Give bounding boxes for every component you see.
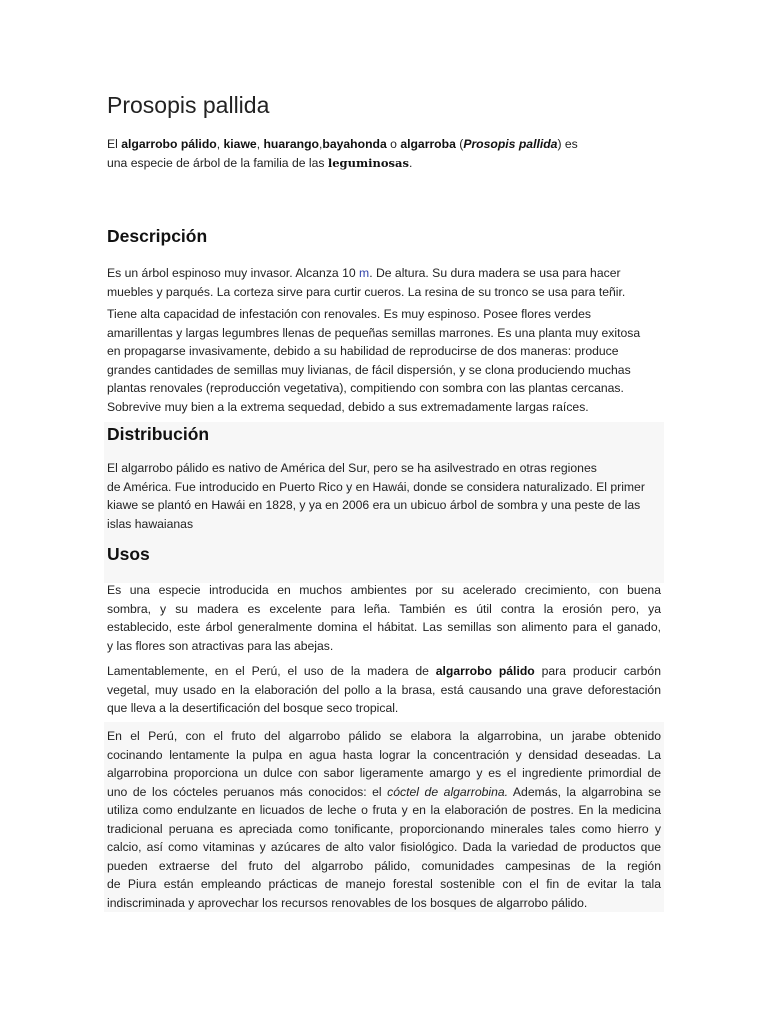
- distribucion-paragraph: [107, 459, 645, 533]
- text-line: [107, 264, 625, 283]
- text-line: y las flores son atractivas para las abejas.: [107, 638, 334, 653]
- text-line: que lleva a la desertificación del bosque seco tropical.: [107, 701, 399, 715]
- text-line: de América. Fue introducido en Puerto Rico y en Hawái, donde se considera naturalizado. El primer: [107, 479, 645, 494]
- scientific-name: Prosopis pallida: [463, 137, 558, 151]
- text-line: en propagarse invasivamente, debido a su habilidad de reproducirse de dos maneras: produce: [107, 344, 619, 358]
- text-run: una especie de árbol de la familia de las: [107, 156, 328, 170]
- text-line: grandes cantidades de semillas muy livianas, de fácil dispersión, y se clona produciendo muchas: [107, 362, 631, 377]
- bold-term: algarrobo pálido: [121, 137, 217, 151]
- text-line: [107, 783, 661, 802]
- text-line: indiscriminada y aprovechar los recursos renovables de los bosques de algarrobo pálido.: [107, 895, 588, 910]
- meter-link[interactable]: m: [359, 266, 370, 280]
- text-run: ,: [216, 137, 224, 151]
- bold-term: leguminosas: [327, 156, 409, 170]
- text-line: sombra, y su madera es excelente para leña. También es útil contra la erosión pero, ya: [107, 601, 661, 616]
- text-line: algarrobina proporciona un dulce con sabor ligeramente amargo y es el ingrediente primordial de: [107, 766, 661, 780]
- text-line: muebles y parqués. La corteza sirve para curtir cueros. La resina de su tronco se usa para teñir.: [107, 284, 626, 299]
- bold-term: kiawe: [223, 137, 257, 151]
- text-line: vegetal, muy usado en la elaboración del pollo a la brasa, está causando una grave deforestación: [107, 682, 661, 697]
- text-line: plantas renovales (reproducción vegetativa), compitiendo con sombra con las plantas cercanas.: [107, 381, 624, 395]
- text-line: amarillentas y largas legumbres llenas de pequeñas semillas marrones. Es una planta muy exitosa: [107, 325, 641, 340]
- intro-line: [107, 135, 647, 154]
- text-run: ) es: [557, 137, 578, 151]
- text-line: [107, 662, 661, 681]
- bold-term: huarango: [263, 137, 320, 151]
- bold-term: bayahonda: [322, 137, 387, 151]
- text-line: kiawe se plantó en Hawái en 1828, y ya en 2006 era un ubicuo árbol de sombra y una peste de las: [107, 498, 641, 512]
- text-run: (: [455, 137, 464, 151]
- heading-usos: Usos: [107, 544, 150, 564]
- usos-paragraph-1: [107, 581, 661, 655]
- bold-term: algarrobo pálido: [435, 664, 535, 678]
- text-run: para producir carbón: [534, 664, 661, 678]
- text-line: de Piura están empleando prácticas de manejo forestal sostenible con el fin de evitar la tala: [107, 877, 661, 891]
- text-run: Lamentablemente, en el Perú, el uso de la madera de: [107, 664, 436, 678]
- text-run: ,: [319, 137, 323, 151]
- text-line: establecido, este árbol generalmente domina el hábitat. Las semillas son alimento para el ganado,: [107, 620, 661, 634]
- text-line: islas hawaianas: [107, 516, 194, 531]
- intro-paragraph: [107, 135, 647, 173]
- descripcion-paragraph-1: [107, 264, 625, 301]
- text-line: Tiene alta capacidad de infestación con renovales. Es muy espinoso. Posee flores verdes: [107, 307, 591, 321]
- text-line: En el Perú, con el fruto del algarrobo pálido se elabora la algarrobina, un jarabe obtenido: [107, 729, 661, 743]
- intro-line: [107, 154, 647, 173]
- text-run: .: [408, 156, 413, 170]
- text-line: utiliza como endulzante en licuados de leche o fruta y en la elaboración de postres. En la medicina: [107, 803, 661, 817]
- text-run: Es un árbol espinoso muy invasor. Alcanza 10: [107, 266, 360, 280]
- text-run: o: [386, 137, 401, 151]
- text-line: calcio, así como vitaminas y azúcares de alto valor fisiológico. Dada la variedad de productos que: [107, 840, 661, 854]
- text-line: pueden extraerse del fruto del algarrobo pálido, comunidades campesinas de la región: [107, 858, 661, 873]
- descripcion-paragraph-2: [107, 305, 640, 416]
- usos-paragraph-2: [107, 662, 661, 718]
- text-line: Es una especie introducida en muchos ambientes por su acelerado crecimiento, con buena: [107, 583, 661, 597]
- text-line: Sobrevive muy bien a la extrema sequedad, debido a sus extremadamente largas raíces.: [107, 399, 589, 414]
- text-run: El: [107, 137, 122, 151]
- text-line: El algarrobo pálido es nativo de América del Sur, pero se ha asilvestrado en otras regiones: [107, 461, 597, 475]
- text-run: Además, la algarrobina se: [508, 784, 661, 799]
- page-title: Prosopis pallida: [107, 92, 270, 118]
- text-run: uno de los cócteles peruanos más conocidos: el: [107, 784, 388, 799]
- text-run: . De altura. Su dura madera se usa para hacer: [369, 266, 621, 280]
- italic-term: cóctel de algarrobina.: [387, 784, 509, 799]
- text-line: cocinando lentamente la pulpa en agua hasta lograr la concentración y densidad deseadas. La: [107, 747, 661, 762]
- heading-descripcion: Descripción: [107, 226, 208, 246]
- usos-paragraph-3: [107, 727, 661, 912]
- text-line: tradicional peruana es apreciada como tonificante, proporcionando minerales tales como hierro y: [107, 821, 661, 836]
- bold-term: algarroba: [400, 137, 456, 151]
- heading-distribucion: Distribución: [107, 424, 210, 444]
- text-run: ,: [256, 137, 264, 151]
